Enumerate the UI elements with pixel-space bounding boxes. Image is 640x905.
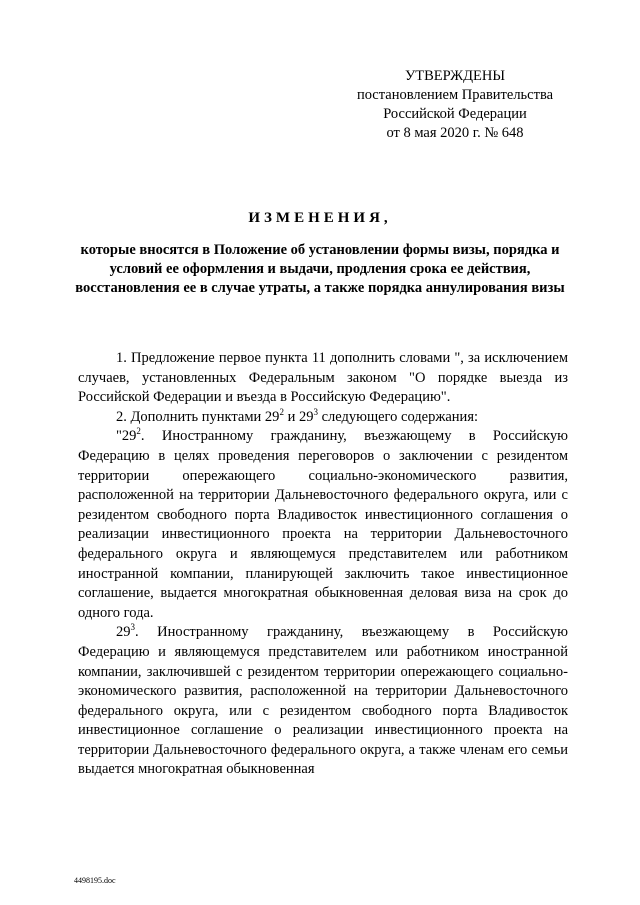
approval-date-number: от 8 мая 2020 г. № 648 [386,125,524,141]
paragraph-text: "29 [116,428,137,445]
paragraph-text: следующего содержания: [317,408,479,425]
paragraph-text: . Иностранному гражданину, въезжающему в Российскую Федерацию в целях проведения переговоров о заключении с резидентом территории опережающего социально-экономического развития, расположенной на территории Дальневосточного федерального округа, или с резидентом свободного порта Владивосток инвестиционного соглашения о реализации инвестиционного проекта на территории Дальневосточного федерального округа и являющемуся представителем или работником иностранной компании, планирующей заключить такое инвестиционное соглашение, выдается многократная обыкновенная деловая виза на срок до одного года. [78,428,568,621]
paragraph-29-2 [78,427,568,623]
paragraph-text: 29 [116,624,131,641]
approval-heading: УТВЕРЖДЕНЫ [404,68,506,84]
superscript: 3 [313,406,318,417]
paragraph-29-3 [78,623,568,780]
file-name-footer: 4498195.doc [74,876,116,885]
paragraph-text: . Иностранному гражданину, въезжающему в Российскую Федерацию и являющемуся представителем или работником иностранной компании, заключившей с резидентом территории опережающего социально-экономического развития, расположенной на территории Дальневосточного федерального округа, или с резидентом свободного порта Владивосток инвестиционное соглашение о реализации инвестиционного проекта на территории Дальневосточного федерального округа, а также членам его семьи выдается многократная обыкновенная [78,624,568,778]
paragraph-1: 1. Предложение первое пункта 11 дополнить словами ", за исключением случаев, установленных Федеральным законом "О порядке выезда из Российской Федерации и въезда в Российскую Федерацию". [78,350,568,406]
superscript: 2 [279,406,284,417]
document-heading [60,210,580,298]
paragraph-text: и 29 [283,408,314,425]
approval-line: постановлением Правительства [356,87,554,103]
paragraph-2 [78,408,568,428]
document-body [78,349,568,780]
superscript: 3 [130,622,135,633]
approval-stamp [340,67,570,143]
document-title: ИЗМЕНЕНИЯ, [248,210,392,226]
paragraph-text: 2. Дополнить пунктами 29 [116,408,280,425]
superscript: 2 [136,426,141,437]
approval-line: Российской Федерации [383,106,527,122]
document-subtitle: которые вносятся в Положение об установлении формы визы, порядка и условий ее оформления и выдачи, продления срока ее действия, восстановления ее в случае утраты, а также порядка аннулирования визы [75,242,565,296]
